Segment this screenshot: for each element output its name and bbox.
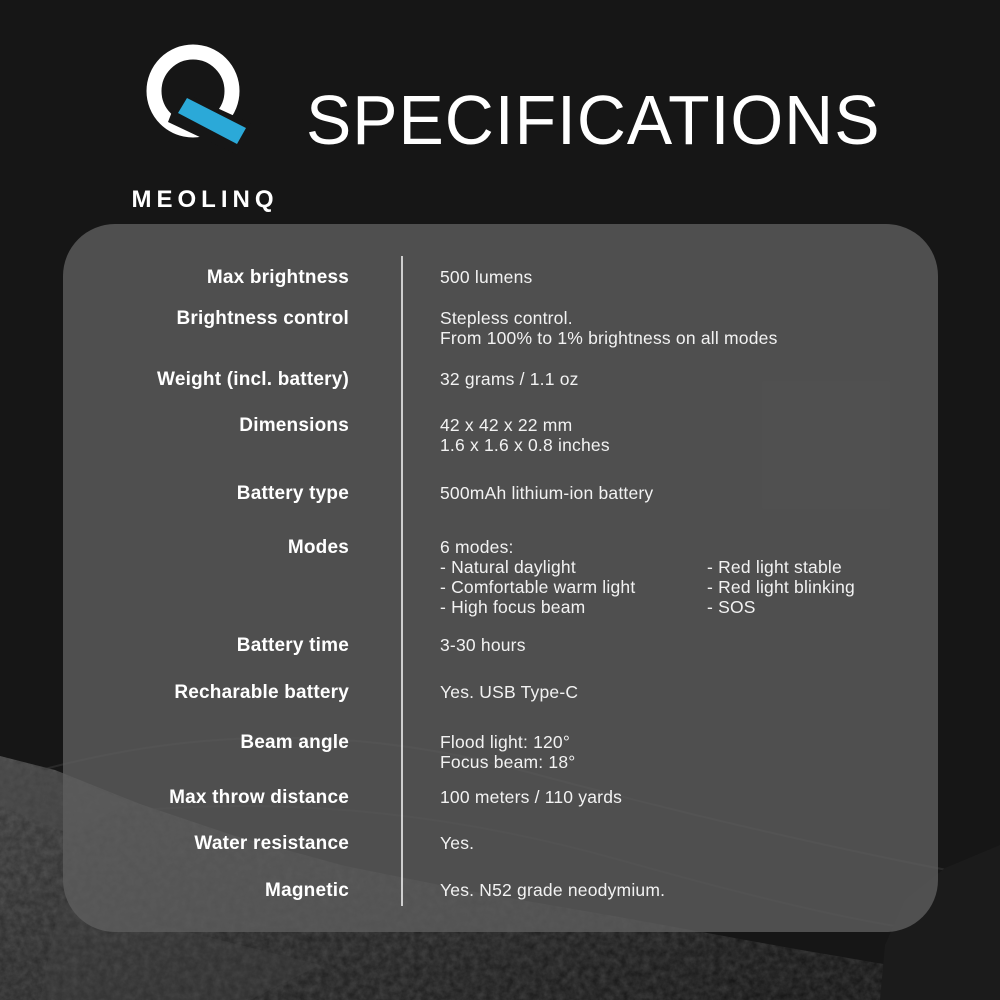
spec-label: Recharable battery xyxy=(174,682,349,703)
spec-value: Yes. N52 grade neodymium. xyxy=(440,880,666,900)
spec-label: Magnetic xyxy=(265,880,349,901)
spec-value: 3-30 hours xyxy=(440,635,526,655)
brand-block xyxy=(110,34,300,213)
spec-value: Flood light: 120° Focus beam: 18° xyxy=(440,732,576,772)
spec-value: 32 grams / 1.1 oz xyxy=(440,369,579,389)
spec-label: Battery time xyxy=(236,635,349,656)
spec-label: Beam angle xyxy=(240,732,349,753)
spec-value-modes-left: 6 modes: - Natural daylight - Comfortable warm light - High focus beam xyxy=(440,537,636,617)
spec-value: 42 x 42 x 22 mm 1.6 x 1.6 x 0.8 inches xyxy=(440,415,610,455)
spec-label: Water resistance xyxy=(194,833,349,854)
brand-logo-q-icon xyxy=(110,34,300,184)
spec-value: 500 lumens xyxy=(440,267,533,287)
spec-label: Modes xyxy=(287,537,349,558)
column-divider xyxy=(401,256,403,906)
spec-label: Dimensions xyxy=(239,415,349,436)
spec-value: Stepless control. From 100% to 1% brightness on all modes xyxy=(440,308,778,348)
page-title: SPECIFICATIONS xyxy=(306,81,881,159)
spec-panel xyxy=(63,224,938,932)
spec-label: Brightness control xyxy=(176,308,349,329)
spec-label: Max brightness xyxy=(206,267,349,288)
spec-value: Yes. USB Type-C xyxy=(440,682,579,702)
spec-value: 500mAh lithium-ion battery xyxy=(440,483,654,503)
spec-value: Yes. xyxy=(440,833,475,853)
spec-label: Weight (incl. battery) xyxy=(157,369,349,390)
spec-value-modes-right: - Red light stable - Red light blinking - SOS xyxy=(707,557,855,617)
spec-label: Max throw distance xyxy=(169,787,349,808)
brand-name: MEOLINQ xyxy=(131,186,279,213)
spec-label: Battery type xyxy=(236,483,349,504)
spec-value: 100 meters / 110 yards xyxy=(440,787,623,807)
